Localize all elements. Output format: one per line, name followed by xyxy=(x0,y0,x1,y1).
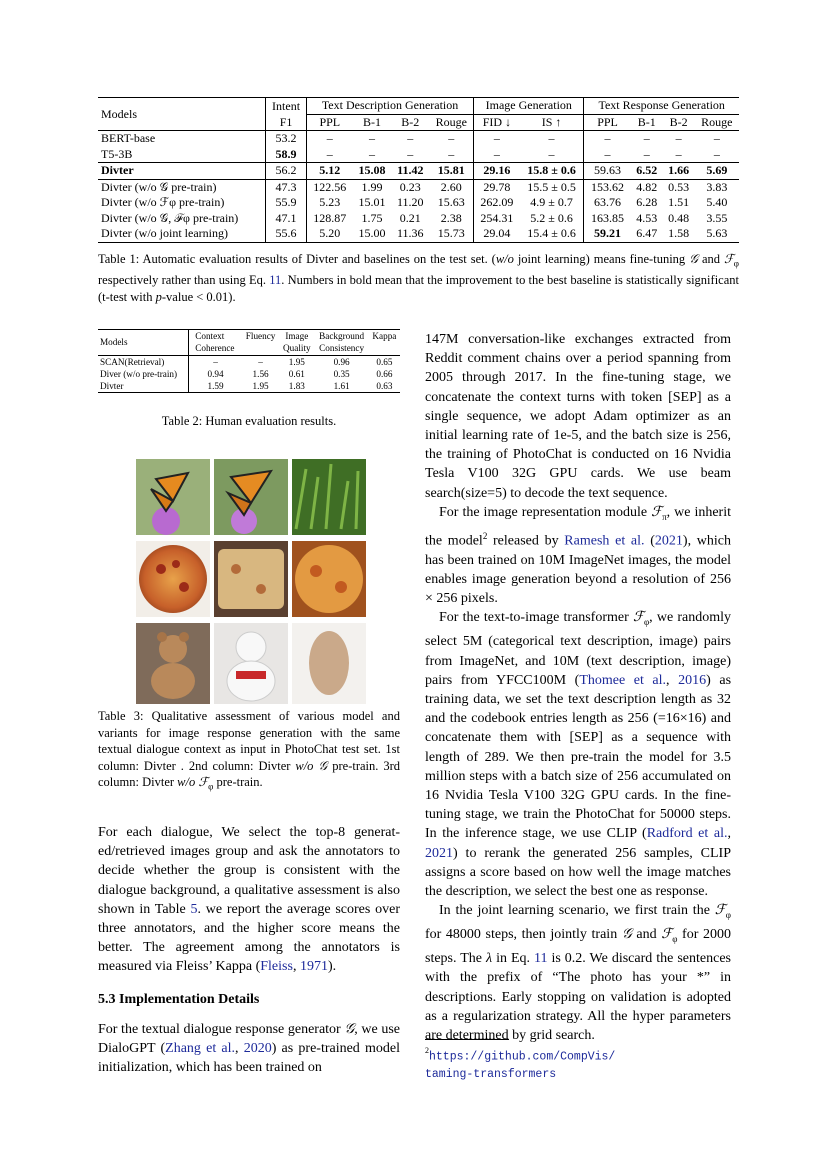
model-name: Diver (w/o pre-train) xyxy=(100,369,178,380)
table-cell: – xyxy=(258,356,263,367)
table-cell: – xyxy=(675,131,682,146)
table-cell: 0.96 xyxy=(333,356,350,367)
table-2-caption: Table 2: Human evaluation results. xyxy=(161,414,337,428)
table-cell: 262.09 xyxy=(474,195,520,211)
table-cell: 29.04 xyxy=(474,226,520,242)
left-paragraph: For each dialogue, We select the top-8 generat-ed/retrieved images group and ask the annotators to decide whether the group is consistent with the dialogue background, a qualitative assessment is also shown in Table 5. we report the average scores over three annotators, and the higher score means the better. The agreement among the annotators is measured via Fleiss’ Kappa (Fleiss, 1971). xyxy=(98,825,400,975)
table-cell: – xyxy=(368,146,375,161)
footnote-rule xyxy=(425,1039,509,1040)
right-paragraph-2: For the image representation module ℱ$_\pi$, we inherit the model$^2$ released by Ramesh et al. (2021), which has been trained on 10M ImageNet images, the model enables image generation beyond a resolution of 256 × 256 pixels. xyxy=(425,504,731,607)
table-cell: 5.2 ± 0.6 xyxy=(530,210,573,225)
table-cell: 1.95 xyxy=(288,356,305,367)
table-row xyxy=(98,179,739,195)
table-cell: 55.6 xyxy=(266,226,307,242)
table-cell: – xyxy=(713,146,720,161)
table-cell: 1.83 xyxy=(288,381,305,392)
table-cell: 11.42 xyxy=(397,163,424,178)
table-cell: 3.83 xyxy=(706,179,728,194)
table-row xyxy=(98,368,400,380)
t1-text-desc-header: Text Description Generation xyxy=(306,98,473,115)
footnote: $^2$https://github.com/CompVis/ taming-transformers xyxy=(425,1046,616,1082)
table-cell: 47.3 xyxy=(266,179,307,195)
t1-text-resp-header: Text Response Generation xyxy=(584,98,739,115)
table-cell: – xyxy=(306,131,352,147)
table-cell: 1.75 xyxy=(361,210,383,225)
table-cell: 15.08 xyxy=(358,163,386,178)
table-cell: 58.9 xyxy=(266,147,307,163)
table-cell: 4.9 ± 0.7 xyxy=(530,195,573,210)
table-cell: 0.65 xyxy=(376,356,393,367)
table-cell: – xyxy=(548,146,555,161)
table-cell: 63.76 xyxy=(584,195,631,211)
table-cell: 15.8 ± 0.6 xyxy=(527,163,576,178)
table-cell: 15.63 xyxy=(437,195,465,210)
table-cell: 128.87 xyxy=(306,211,352,227)
table-cell: – xyxy=(407,131,414,146)
table-cell: – xyxy=(584,147,631,163)
table-cell: 15.5 ± 0.5 xyxy=(527,179,576,194)
table-cell: 59.63 xyxy=(584,163,631,180)
table-cell: 0.23 xyxy=(399,179,421,194)
table-1: Models Intent Text Description Generation Image Generation Text Response Generation F1 PPL B-1 B-2 Rouge FID ↓ IS ↑ PPL B-1 B-2 Rouge BERT-base 53.2 – – – – – – – – – – T5-3B 58.9 – – – – – – – – – – Divter 56.2 5.12 15.08 11.42 15.81 29.16 15.8 ± 0.6 59.63 6.52 1.66 5.69 Divter (w/o 𝒢 pre-train) 47.3 122.56 1.99 0.23 2.60 29.78 15.5 ± 0.5 153.62 4.82 0.53 3.83 Divter (w/o ℱφ pre-train) 55.9 5.23 15.01 11.20 15.63 262.09 4.9 ± 0.7 63.76 6.28 1.51 5.40 Divter (w/o 𝒢, ℱφ pre-train) 47.1 128.87 1.75 0.21 2.38 254.31 5.2 ± 0.6 163.85 4.53 0.48 3.55 Divter (w/o joint learning) 55.6 5.20 15.00 11.36 15.73 29.04 15.4 ± 0.6 59.21 6.47 1.58 5.63 xyxy=(98,97,739,243)
t1-intent-header: Intent xyxy=(266,98,307,115)
table-cell: – xyxy=(548,131,555,146)
model-name: BERT-base xyxy=(101,131,156,146)
model-name: SCAN(Retrieval) xyxy=(100,356,165,367)
table-cell: 1.58 xyxy=(668,226,690,241)
table-cell: 122.56 xyxy=(306,179,352,195)
table-row xyxy=(98,211,739,227)
table-cell: 1.95 xyxy=(252,381,269,392)
table-row xyxy=(98,131,739,147)
table-cell: – xyxy=(189,355,242,368)
model-name: Divter xyxy=(101,163,134,178)
t1-image-gen-header: Image Generation xyxy=(474,98,584,115)
table-1-caption: Table 1: Automatic evaluation results of Divter and baselines on the test set. (w/o joint learning) means fine-tuning 𝒢 and ℱ$_\varphi$ respectively rather than using Eq. 11. Numbers in bold mean that the improvement to the best baseline is statistically significant (t-test with p-value < 0.01). xyxy=(98,252,739,304)
right-paragraph-4: In the joint learning scenario, we first train the ℱ$_\varphi$ for 48000 steps, then jointly train 𝒢 and ℱ$_\varphi$ for 2000 steps. The λ in Eq. 11 is 0.2. We discard the sentences with the prefix of “The photo has your *” in descriptions. Early stopping on validation is adopted as a regularization strategy. All the hyper parameters are determined by grid search. xyxy=(425,903,731,1043)
table-2: Models Context Fluency Image Background Kappa Coherence Quality Consistency SCAN(Retrieval) – – 1.95 0.96 0.65 Diver (w/o pre-train) 0.94 1.56 0.61 0.35 0.66 Divter 1.59 1.95 1.83 1.61 0.63 xyxy=(98,329,400,393)
table-cell: 4.53 xyxy=(636,210,658,225)
table-cell: 0.61 xyxy=(288,369,305,380)
table-cell: 0.21 xyxy=(399,210,421,225)
fluffy-toy-image xyxy=(292,623,366,704)
model-name: Divter (w/o 𝒢, ℱφ pre-train) xyxy=(101,210,239,225)
section-heading: 5.3 Implementation Details xyxy=(98,992,260,1007)
model-name: Divter (w/o 𝒢 pre-train) xyxy=(101,179,217,194)
table-3-caption: Table 3: Qualitative assessment of various model and variants for image response generation with the same textual dialogue context as input in PhotoChat test set. 1st column: Divter . 2nd column: Divter w/o 𝒢 pre-train. 3rd column: Divter w/o ℱ$_\varphi$ pre-train. xyxy=(98,709,400,792)
table-cell: – xyxy=(368,131,375,146)
table-cell: 59.21 xyxy=(584,226,631,242)
table-cell: 0.66 xyxy=(376,369,393,380)
table-cell: – xyxy=(474,131,520,147)
pizza-image-1 xyxy=(136,541,210,617)
table-cell: 5.69 xyxy=(706,163,728,178)
table-cell: – xyxy=(474,147,520,163)
table-cell: 29.78 xyxy=(474,179,520,195)
table-cell: 5.40 xyxy=(706,195,728,210)
table-cell: 1.66 xyxy=(668,163,690,178)
model-name: Divter (w/o ℱφ pre-train) xyxy=(101,195,225,210)
image-grid xyxy=(136,459,366,704)
table-row xyxy=(98,163,739,180)
table-cell: 47.1 xyxy=(266,211,307,227)
table-cell: 4.82 xyxy=(636,179,658,194)
left-paragraph-2: For the textual dialogue response generator 𝒢, we use DialoGPT (Zhang et al., 2020) as pre-trained model initialization, which has been trained on xyxy=(98,1022,400,1076)
table-cell: 53.2 xyxy=(266,131,307,147)
table-cell: 11.20 xyxy=(397,195,424,210)
table-cell: 163.85 xyxy=(584,211,631,227)
teddy-bear-image-2 xyxy=(214,623,288,704)
table-cell: 5.12 xyxy=(306,163,352,180)
table-cell: 15.81 xyxy=(437,163,465,178)
model-name: Divter (w/o joint learning) xyxy=(101,226,228,241)
table-cell: 3.55 xyxy=(706,210,728,225)
table-cell: 0.35 xyxy=(333,369,350,380)
table-cell: 0.53 xyxy=(668,179,690,194)
table-cell: 56.2 xyxy=(266,163,307,180)
table-cell: 15.01 xyxy=(358,195,386,210)
table-cell: 6.28 xyxy=(636,195,658,210)
table-row xyxy=(98,355,400,368)
table-cell: 2.60 xyxy=(440,179,462,194)
table-row xyxy=(98,226,739,242)
table-cell: 29.16 xyxy=(474,163,520,180)
table-cell: 0.48 xyxy=(668,210,690,225)
table-row xyxy=(98,380,400,393)
table-cell: 15.4 ± 0.6 xyxy=(527,226,576,241)
table-cell: 15.73 xyxy=(437,226,465,241)
table-cell: 11.36 xyxy=(397,226,424,241)
table-cell: 0.94 xyxy=(189,368,242,380)
right-column xyxy=(425,330,731,1045)
table-cell: 6.52 xyxy=(636,163,658,178)
table-cell: 5.20 xyxy=(306,226,352,242)
butterfly-image-1 xyxy=(136,459,210,535)
model-name: Divter xyxy=(100,381,124,392)
table-cell: 1.56 xyxy=(252,369,269,380)
table-row xyxy=(98,195,739,211)
right-paragraph-1: 147M conversation-like exchanges extracted from Reddit comment chains over a period spanning from 2005 through 2017. In the fine-tuning stage, we concatenate the context turns with token [SEP] as a single sequence, we adopt Adam optimizer as an initial learning rate of 1e-5, and the batch size is 256, the training of PhotoChat is conducted on 16 Nvidia Tesla V100 32G GPU cards. We use beam search(size=5) to decode the text sequence. xyxy=(425,332,731,501)
t1-models-header: Models xyxy=(98,98,266,131)
butterfly-image-2 xyxy=(214,459,288,535)
table-cell: 15.00 xyxy=(358,226,386,241)
table-cell: – xyxy=(448,131,455,146)
table-cell: 1.51 xyxy=(668,195,690,210)
table-cell: 0.63 xyxy=(376,381,393,392)
table-cell: – xyxy=(675,146,682,161)
table-cell: 153.62 xyxy=(584,179,631,195)
table-row xyxy=(98,147,739,163)
model-name: T5-3B xyxy=(101,146,133,161)
table-cell: – xyxy=(407,146,414,161)
teddy-bear-image-1 xyxy=(136,623,210,704)
table-cell: 2.38 xyxy=(440,210,462,225)
table-cell: 5.23 xyxy=(306,195,352,211)
table-cell: 5.63 xyxy=(706,226,728,241)
table-cell: – xyxy=(713,131,720,146)
table-cell: – xyxy=(448,146,455,161)
table-cell: 254.31 xyxy=(474,211,520,227)
table-cell: – xyxy=(584,131,631,147)
right-paragraph-3: For the text-to-image transformer ℱ$_\varphi$, we randomly select 5M (categorical text description, image) pairs from ImageNet, and 10M (text description, image) pairs from YFCC100M (Thomee et al., 2016) as training data, we set the text description length as 32 and the codebook entries length as 256 (=16×16) and concatenate them with [SEP] as a sequence with length of 289. We then pre-train the model for 3.5 million steps with a batch size of 256 accumulated on 16 Nvidia Tesla V100 32G GPU cards. In the fine-tuning stage, we train the PhotoChat for 50000 steps. In the inference stage, we use CLIP (Radford et al., 2021) to rerank the generated 256 samples, CLIP assigns a score based on how well the image matches the description, we select the best one as response. xyxy=(425,610,732,899)
pizza-image-2 xyxy=(214,541,288,617)
table-cell: 1.61 xyxy=(333,381,350,392)
table-cell: 1.59 xyxy=(189,380,242,393)
table-cell: – xyxy=(643,131,650,146)
pizza-image-3 xyxy=(292,541,366,617)
table-cell: 6.47 xyxy=(636,226,658,241)
table-cell: – xyxy=(306,147,352,163)
table-cell: – xyxy=(643,146,650,161)
footnote-link[interactable]: https://github.com/CompVis/ taming-transformers xyxy=(425,1050,616,1082)
table-cell: 55.9 xyxy=(266,195,307,211)
table-cell: 1.99 xyxy=(361,179,383,194)
grass-image xyxy=(292,459,366,535)
